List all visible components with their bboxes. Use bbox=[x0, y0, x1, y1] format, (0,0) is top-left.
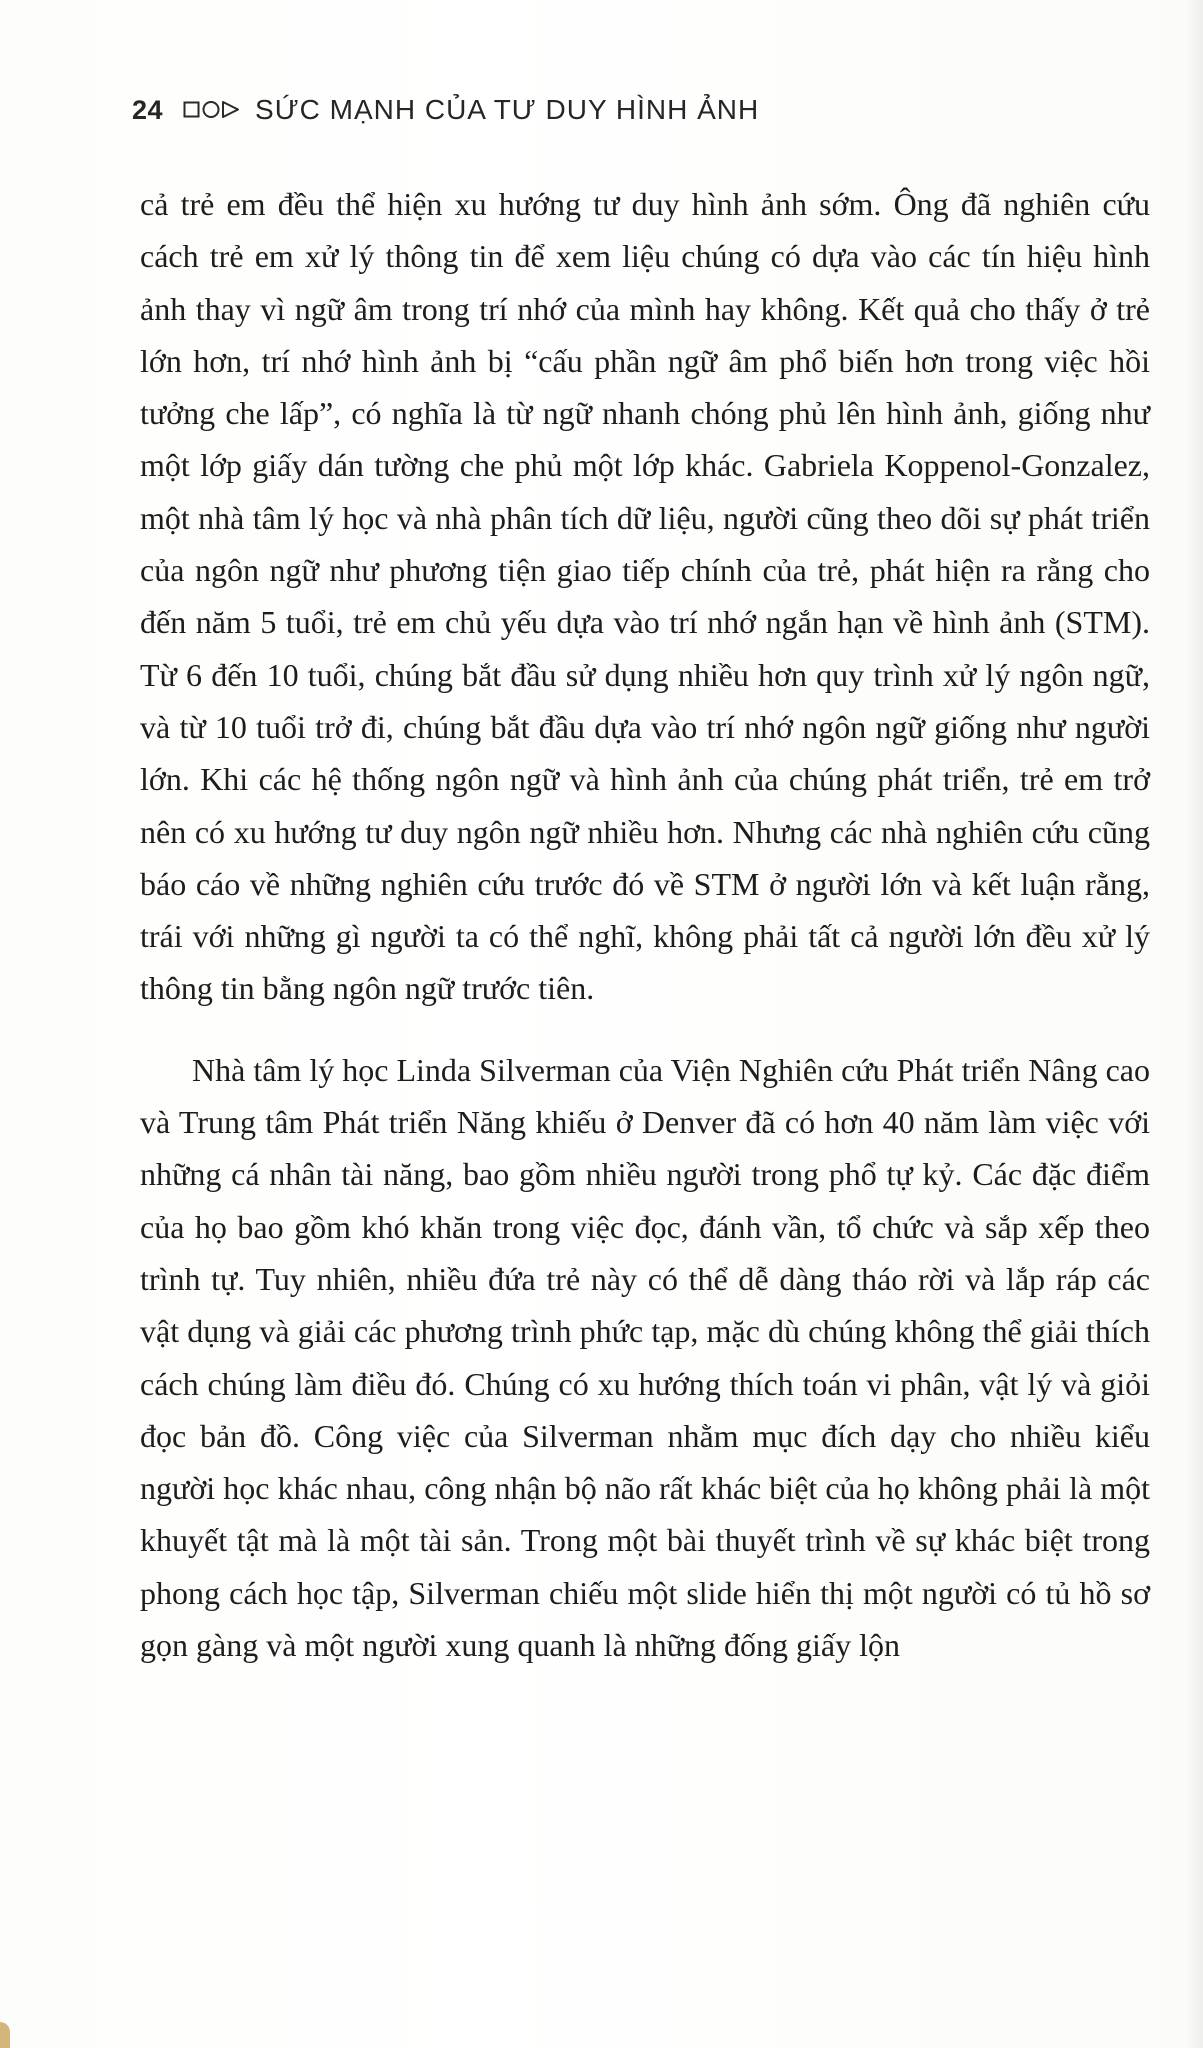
page-number: 24 bbox=[132, 94, 164, 125]
square-circle-triangle-ornament-icon bbox=[183, 99, 241, 121]
page-corner-mark bbox=[0, 2022, 10, 2048]
page-edge-shadow bbox=[1185, 0, 1203, 2048]
paragraph: cả trẻ em đều thể hiện xu hướng tư duy hình ảnh sớm. Ông đã nghiên cứu cách trẻ em xử lý thông tin để xem liệu chúng có dựa vào các tín hiệu hình ảnh thay vì ngữ âm trong trí nhớ của mình hay không. Kết quả cho thấy ở trẻ lớn hơn, trí nhớ hình ảnh bị “cấu phần ngữ âm phổ biến hơn trong việc hồi tưởng che lấp”, có nghĩa là từ ngữ nhanh chóng phủ lên hình ảnh, giống như một lớp giấy dán tường che phủ một lớp khác. Gabriela Koppenol-Gonzalez, một nhà tâm lý học và nhà phân tích dữ liệu, người cũng theo dõi sự phát triển của ngôn ngữ như phương tiện giao tiếp chính của trẻ, phát hiện ra rằng cho đến năm 5 tuổi, trẻ em chủ yếu dựa vào trí nhớ ngắn hạn về hình ảnh (STM). Từ 6 đến 10 tuổi, chúng bắt đầu sử dụng nhiều hơn quy trình xử lý ngôn ngữ, và từ 10 tuổi trở đi, chúng bắt đầu dựa vào trí nhớ ngôn ngữ giống như người lớn. Khi các hệ thống ngôn ngữ và hình ảnh của chúng phát triển, trẻ em trở nên có xu hướng tư duy ngôn ngữ nhiều hơn. Nhưng các nhà nghiên cứu cũng báo cáo về những nghiên cứu trước đó về STM ở người lớn và kết luận rằng, trái với những gì người ta có thể nghĩ, không phải tất cả người lớn đều xử lý thông tin bằng ngôn ngữ trước tiên. bbox=[140, 186, 1150, 1007]
chapter-title: SỨC MẠNH CỦA TƯ DUY HÌNH ẢNH bbox=[255, 94, 760, 125]
running-header bbox=[132, 88, 759, 132]
paragraph: Nhà tâm lý học Linda Silverman của Viện Nghiên cứu Phát triển Nâng cao và Trung tâm Phát triển Năng khiếu ở Denver đã có hơn 40 năm làm việc với những cá nhân tài năng, bao gồm nhiều người trong phổ tự kỷ. Các đặc điểm của họ bao gồm khó khăn trong việc đọc, đánh vần, tổ chức và sắp xếp theo trình tự. Tuy nhiên, nhiều đứa trẻ này có thể dễ dàng tháo rời và lắp ráp các vật dụng và giải các phương trình phức tạp, mặc dù chúng không thể giải thích cách chúng làm điều đó. Chúng có xu hướng thích toán vi phân, vật lý và giỏi đọc bản đồ. Công việc của Silverman nhằm mục đích dạy cho nhiều kiểu người học khác nhau, công nhận bộ não rất khác biệt của họ không phải là một khuyết tật mà là một tài sản. Trong một bài thuyết trình về sự khác biệt trong phong cách học tập, Silverman chiếu một slide hiển thị một người có tủ hồ sơ gọn gàng và một người xung quanh là những đống giấy lộn bbox=[140, 1051, 1150, 1664]
body-text bbox=[140, 178, 1150, 1671]
